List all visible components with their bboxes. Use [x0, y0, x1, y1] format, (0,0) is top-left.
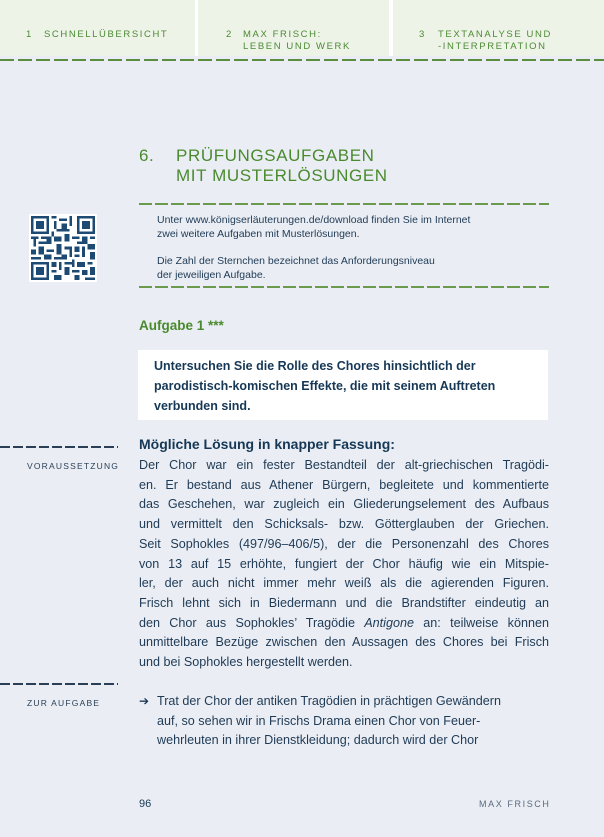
- tab-label-line: TEXTANALYSE UND: [438, 29, 552, 40]
- tab-label-line: SCHNELLÜBERSICHT: [44, 29, 169, 40]
- solution-line-with-title: [139, 614, 549, 634]
- task-prompt-line: Untersuchen Sie die Rolle des Chores hinsichtlich der: [154, 359, 476, 373]
- info-difficulty: [157, 254, 435, 282]
- solution-line: und vermittelt den Schicksals- bzw. Götterglauben der Griechen.: [139, 517, 549, 532]
- bullet-line: auf, so sehen wir in Frischs Drama einen Chor von Feuer-: [157, 713, 481, 728]
- tab-textanalyse[interactable]: [393, 0, 604, 56]
- page-number: 96: [139, 798, 152, 810]
- solution-line: Seit Sophokles (497/96–406/5), der die Personenzahl des Chores: [139, 536, 549, 551]
- margin-dashed-rule: [0, 683, 118, 685]
- info-line: der jeweiligen Aufgabe.: [157, 269, 266, 281]
- tab-label-line: -INTERPRETATION: [438, 41, 547, 52]
- margin-label-prerequisite: VORAUSSETZUNG: [27, 461, 120, 471]
- task-title: Aufgabe 1 ***: [139, 318, 224, 333]
- info-line: Unter www.königserläuterungen.de/download finden Sie im Internet: [157, 214, 471, 226]
- tab-leben-und-werk[interactable]: [198, 0, 389, 56]
- work-title-antigone: Antigone: [364, 615, 414, 630]
- tab-number: 3: [419, 29, 426, 40]
- qr-code-icon[interactable]: [29, 214, 97, 282]
- info-bottom-rule: [139, 286, 549, 288]
- solution-line: en. Er bestand aus Athener Bürgern, begleitete und kommentierte: [139, 477, 549, 492]
- tab-label: [243, 29, 351, 53]
- tab-schnelluebersicht[interactable]: [0, 0, 195, 56]
- solution-line: von 13 auf 15 erhöhte, fungiert der Chor häufig wie ein Mitspie-: [139, 556, 549, 571]
- margin-dashed-rule: [0, 446, 118, 448]
- solution-line: unmittelbare Bezüge zwischen den Aussagen des Chores bei Frisch: [139, 635, 549, 650]
- solution-line: Der Chor war ein fester Bestandteil der alt-griechischen Tragödi-: [139, 458, 549, 472]
- tab-label-line: MAX FRISCH:: [243, 29, 322, 40]
- task-prompt-box: [138, 350, 548, 420]
- info-line: Die Zahl der Sternchen bezeichnet das Anforderungsniveau: [157, 255, 435, 267]
- chapter-nav-header: [0, 0, 604, 56]
- task-prompt-line: verbunden sind.: [154, 399, 251, 413]
- header-dashed-rule: [0, 59, 604, 61]
- arrow-right-icon: ➔: [139, 694, 150, 708]
- solution-text: [139, 456, 549, 673]
- solution-line: Frisch lehnt sich in Biedermann und die Brandstifter eindeutig an: [139, 595, 549, 610]
- solution-line: ler, der auch nicht immer mehr weiß als die agierenden Figuren.: [139, 576, 549, 591]
- text-fragment: den Chor aus Sophokles’ Tragödie: [139, 615, 365, 630]
- chapter-number: 6.: [139, 146, 155, 165]
- solution-line: und bei Sophokles hergestellt werden.: [139, 655, 353, 670]
- chapter-title-line: MIT MUSTERLÖSUNGEN: [176, 166, 388, 185]
- solution-title: Mögliche Lösung in knapper Fassung:: [139, 436, 395, 452]
- tab-label: [44, 29, 168, 41]
- info-line: zwei weitere Aufgaben mit Musterlösungen.: [157, 228, 360, 240]
- tab-number: 1: [26, 29, 33, 40]
- solution-line: das Geschehen, war zugleich ein Gliederungselement des Aufbaus: [139, 497, 549, 512]
- margin-label-to-task: ZUR AUFGABE: [27, 698, 101, 708]
- bullet-point: [139, 692, 549, 751]
- text-fragment: an: teilweise können: [413, 615, 549, 630]
- info-download: [157, 213, 470, 241]
- chapter-title: [176, 146, 388, 186]
- tab-label-line: LEBEN UND WERK: [243, 41, 351, 52]
- tab-label: [438, 29, 552, 53]
- bullet-line: wehrleuten in ihrer Dienstkleidung; dadurch wird der Chor: [157, 733, 479, 748]
- task-prompt-line: parodistisch-komischen Effekte, die mit seinem Auftreten: [154, 379, 496, 393]
- tab-number: 2: [226, 29, 233, 40]
- running-head: MAX FRISCH: [479, 799, 551, 809]
- bullet-line: Trat der Chor der antiken Tragödien in prächtigen Gewändern: [157, 694, 501, 708]
- chapter-title-line: PRÜFUNGSAUFGABEN: [176, 146, 375, 165]
- info-top-rule: [139, 203, 549, 205]
- qr-code-graphic: [31, 216, 95, 280]
